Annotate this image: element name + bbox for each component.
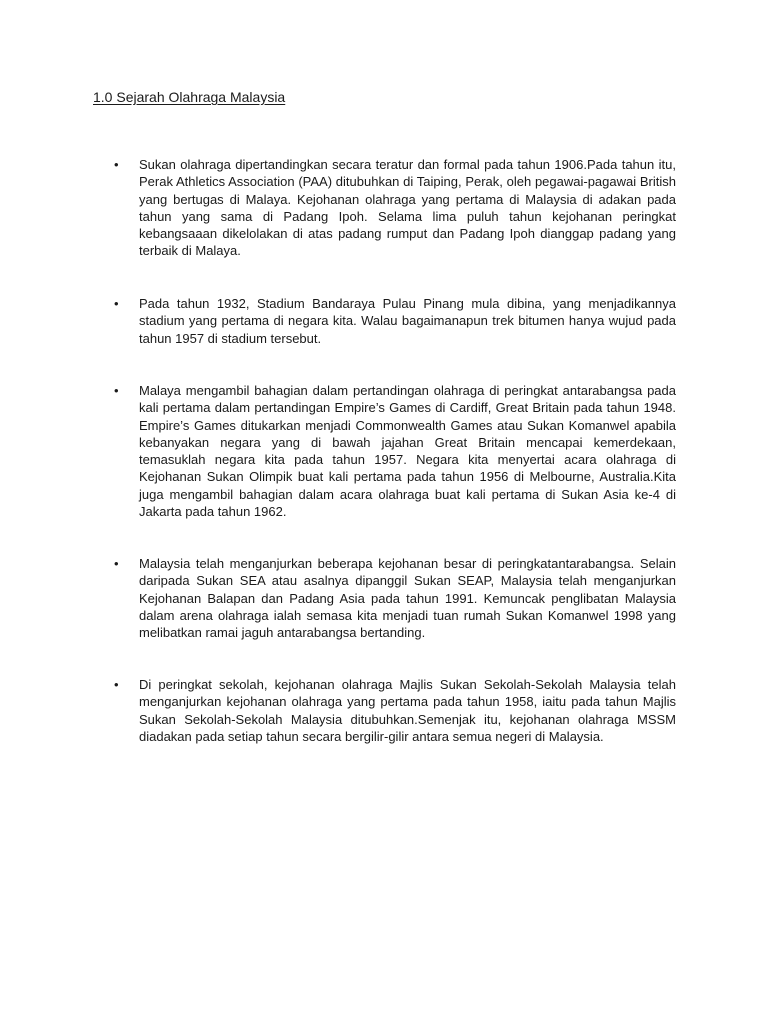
paragraph-school-mssm: Di peringkat sekolah, kejohanan olahraga Majlis Sukan Sekolah-Sekolah Malaysia telah menganjurkan kejohanan olahraga yang pertama pada tahun 1958, iaitu pada tahun Majlis Sukan Sekolah-Sekolah Malaysia ditubuhkan.Semenjak itu, kejohanan olahraga MSSM diadakan pada setiap tahun secara bergilir-gilir antara semua negeri di Malaysia. <box>139 677 676 744</box>
paragraph-international-participation: Malaya mengambil bahagian dalam pertandingan olahraga di peringkat antarabangsa pada kali pertama dalam pertandingan Empire’s Games di Cardiff, Great Britain pada tahun 1948. Empire’s Games ditukarkan menjadi Commonwealth Games atau Sukan Komanwel apabila kebanyakan negara yang di bawah jajahan Great Britain mencapai kemerdekaan, temasuklah negara kita pada tahun 1957. Negara kita menyertai acara olahraga di Kejohanan Sukan Olimpik buat kali pertama pada tahun 1956 di Melbourne, Australia.Kita juga mengambil bahagian dalam acara olahraga buat kali pertama di Sukan Asia ke-4 di Jakarta pada tahun 1962. <box>139 383 676 520</box>
bullet-icon: • <box>114 383 119 398</box>
bullet-icon: • <box>114 677 119 692</box>
paragraph-1906-history: Sukan olahraga dipertandingkan secara teratur dan formal pada tahun 1906.Pada tahun itu, Perak Athletics Association (PAA) ditubuhkan di Taiping, Perak, oleh pegawai-pagawai British yang bertugas di Malaya. Kejohanan olahraga yang pertama di Malaysia di adakan pada tahun yang sama di Padang Ipoh. Selama lima puluh tahun kejohanan peringkat kebangsaaan dikelolakan di atas padang rumput dan Padang Ipoh dianggap padang yang terbaik di Malaya. <box>139 157 676 259</box>
bullet-icon: • <box>114 157 119 172</box>
bullet-icon: • <box>114 296 119 311</box>
bullet-icon: • <box>114 556 119 571</box>
paragraph-stadium-1932: Pada tahun 1932, Stadium Bandaraya Pulau Pinang mula dibina, yang menjadikannya stadium yang pertama di negara kita. Walau bagaimanapun trek bitumen hanya wujud pada tahun 1957 di stadium tersebut. <box>139 296 676 346</box>
paragraph-hosted-events: Malaysia telah menganjurkan beberapa kejohanan besar di peringkatantarabangsa. Selain daripada Sukan SEA atau asalnya dipanggil Sukan SEAP, Malaysia telah menganjurkan Kejohanan Balapan dan Padang Asia pada tahun 1991. Kemuncak penglibatan Malaysia dalam arena olahraga ialah semasa kita menjadi tuan rumah Sukan Komanwel 1998 yang melibatkan ramai jaguh antarabangsa bertanding. <box>139 556 676 641</box>
section-heading: 1.0 Sejarah Olahraga Malaysia <box>93 89 286 105</box>
